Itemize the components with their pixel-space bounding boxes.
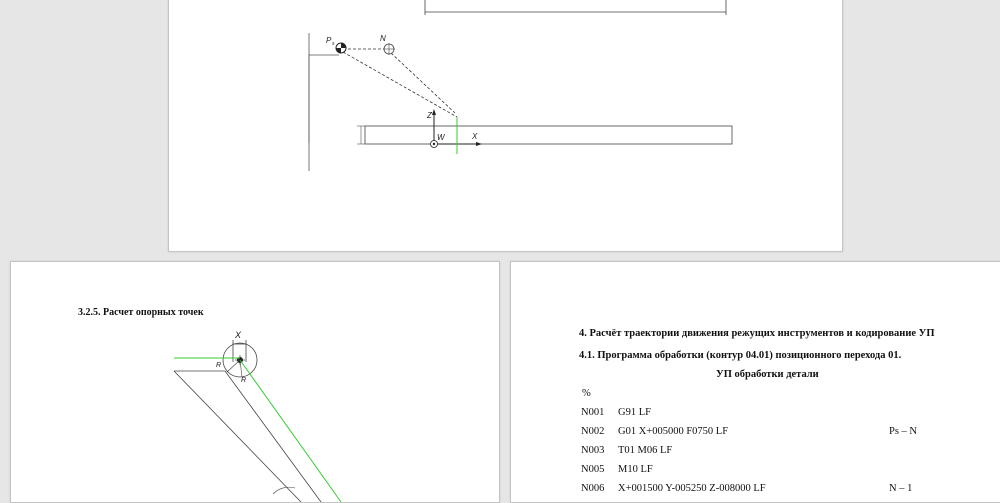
block-number: N005 [581,464,605,475]
block-number: N006 [581,483,605,494]
ps-subscript-label: s [332,41,335,47]
block-code: G91 LF [618,407,651,418]
block-code: M10 LF [618,464,653,475]
x-dimension-label: X [235,330,242,340]
ps-label: P [326,36,332,45]
reference-points-drawing [169,0,842,251]
z-axis-label: Z [427,111,432,120]
block-code: T01 M06 LF [618,445,673,456]
block-number: N002 [581,426,605,437]
block-number: N003 [581,445,605,456]
section-subheading-41: 4.1. Программа обработки (контур 04.01) позиционного перехода 01. [579,350,902,361]
document-page-top [168,0,843,252]
radius-label-2: R [241,377,247,384]
radius-label-1: R [216,362,222,369]
section-heading-4: 4. Расчёт траектории движения режущих инструментов и кодирование УП [579,328,935,339]
x-axis-label: X [472,132,478,141]
block-comment: N – 1 [889,483,913,494]
section-heading-325: 3.2.5. Расчет опорных точек [78,307,204,318]
n-label: N [380,34,386,43]
document-page-left [10,261,500,503]
block-number: N001 [581,407,605,418]
program-start-marker: % [582,388,591,399]
document-page-right [510,261,1000,503]
tool-radius-drawing [11,262,499,502]
w-label: W [437,133,445,142]
block-code: G01 X+005000 F0750 LF [618,426,729,437]
block-code: X+001500 Y-005250 Z-008000 LF [618,483,766,494]
program-title: УП обработки детали [716,369,819,380]
block-comment: Ps – N [889,426,918,437]
